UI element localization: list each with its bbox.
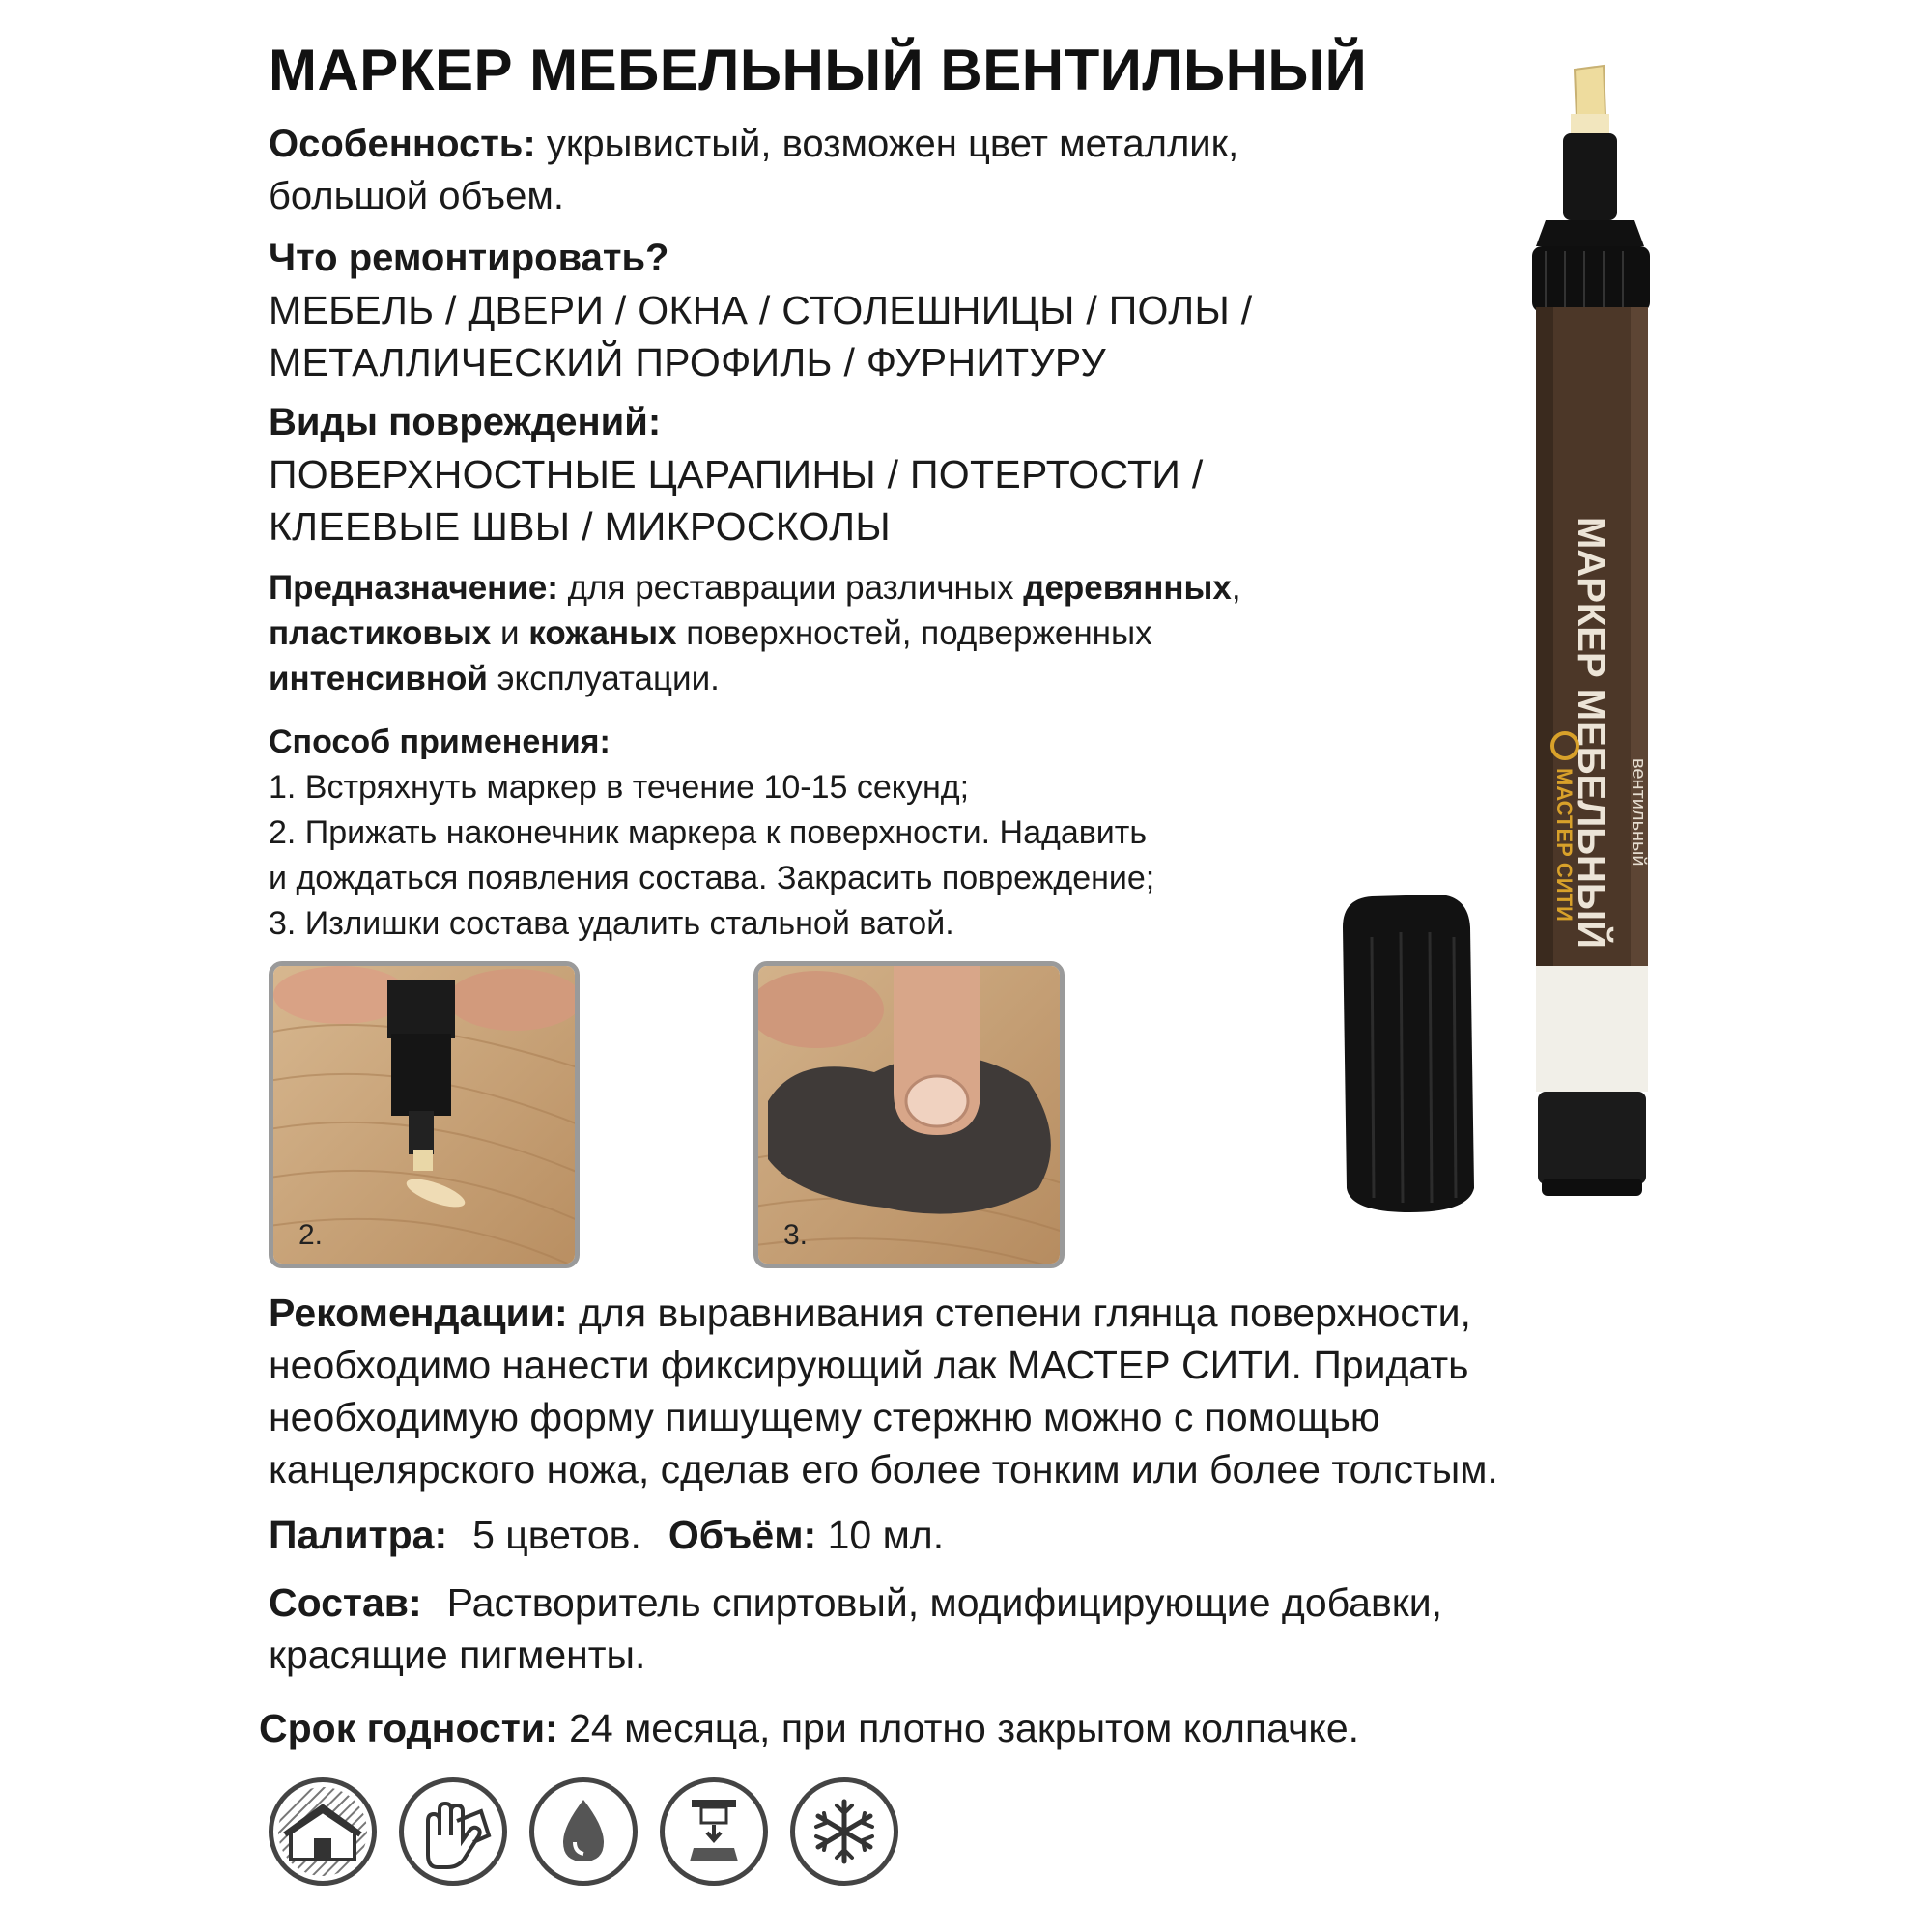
composition-label: Состав:	[269, 1580, 422, 1625]
method-step: 3. Излишки состава удалить стальной ватой.	[269, 905, 954, 942]
purpose-text-4: поверхностей, подверженных	[676, 614, 1152, 652]
page-title: МАРКЕР МЕБЕЛЬНЫЙ ВЕНТИЛЬНЫЙ	[269, 38, 1368, 102]
purpose-label: Предназначение:	[269, 569, 558, 607]
photo-step-2	[269, 961, 580, 1268]
marker-label-brand: МАСТЕР СИТИ	[1552, 768, 1577, 922]
recommendations-text: необходимо нанести фиксирующий лак МАСТЕР СИТИ. Придать	[269, 1343, 1469, 1387]
feature-text: укрывистый, возможен цвет металлик,	[535, 123, 1239, 165]
recommendations-text: необходимую форму пишущему стержню можно с помощью	[269, 1395, 1380, 1439]
method-heading: Способ применения:	[269, 724, 611, 760]
method-step: и дождаться появления состава. Закрасить повреждение;	[269, 860, 1155, 896]
marker-label-name: МАРКЕР МЕБЕЛЬНЫЙ	[1570, 517, 1612, 949]
recommendations-block	[269, 1287, 1498, 1495]
marker-label-sub: вентильный	[1628, 758, 1649, 867]
damage-heading: Виды повреждений:	[269, 401, 662, 443]
drop-icon	[529, 1777, 638, 1886]
photo-number: 3.	[783, 1219, 809, 1251]
feature-label: Особенность:	[269, 123, 536, 165]
press-icon	[660, 1777, 768, 1886]
composition-block	[269, 1577, 1442, 1681]
feature-text-2: большой объем.	[269, 175, 564, 217]
recommendations-text: для выравнивания степени глянца поверхности,	[567, 1291, 1471, 1335]
volume-value: 10 мл.	[816, 1513, 945, 1557]
shelf-life-label: Срок годности:	[259, 1706, 558, 1750]
purpose-text-3: и	[491, 614, 529, 652]
feature-block	[269, 118, 1238, 222]
purpose-text-5: эксплуатации.	[487, 660, 720, 697]
palette-line	[269, 1509, 944, 1561]
purpose-bold-intensive: интенсивной	[269, 660, 488, 697]
marker-product-image	[1343, 58, 1690, 1236]
shelf-life-value: 24 месяца, при плотно закрытом колпачке.	[557, 1706, 1360, 1750]
purpose-block	[269, 565, 1241, 701]
purpose-bold-leather: кожаных	[528, 614, 677, 652]
hands-icon	[399, 1777, 507, 1886]
purpose-text-1: для реставрации различных	[557, 569, 1024, 607]
damage-list-1: ПОВЕРХНОСТНЫЕ ЦАРАПИНЫ / ПОТЕРТОСТИ /	[269, 452, 1204, 497]
shelf-life-line	[259, 1702, 1359, 1754]
photo-step-3	[753, 961, 1065, 1268]
purpose-bold-wood: деревянных	[1023, 569, 1232, 607]
palette-label: Палитра:	[269, 1513, 448, 1557]
method-step: 2. Прижать наконечник маркера к поверхности. Надавить	[269, 814, 1148, 851]
recommendations-label: Рекомендации:	[269, 1291, 568, 1335]
snowflake-icon	[790, 1777, 898, 1886]
recommendations-text: канцелярского ножа, сделав его более тонким или более толстым.	[269, 1447, 1498, 1492]
volume-label: Объём:	[668, 1513, 817, 1557]
repair-heading: Что ремонтировать?	[269, 237, 669, 279]
purpose-text-2: ,	[1231, 569, 1241, 607]
damage-list-2: КЛЕЕВЫЕ ШВЫ / МИКРОСКОЛЫ	[269, 504, 891, 549]
house-icon	[269, 1777, 377, 1886]
composition-text: красящие пигменты.	[269, 1633, 646, 1677]
repair-list-2: МЕТАЛЛИЧЕСКИЙ ПРОФИЛЬ / ФУРНИТУРУ	[269, 340, 1106, 384]
repair-list-1: МЕБЕЛЬ / ДВЕРИ / ОКНА / СТОЛЕШНИЦЫ / ПОЛЫ /	[269, 288, 1253, 332]
method-step: 1. Встряхнуть маркер в течение 10-15 секунд;	[269, 769, 970, 806]
purpose-bold-plastic: пластиковых	[269, 614, 492, 652]
photo-number: 2.	[298, 1219, 324, 1251]
palette-value: 5 цветов.	[472, 1513, 641, 1557]
composition-text: Растворитель спиртовый, модифицирующие добавки,	[446, 1580, 1442, 1625]
